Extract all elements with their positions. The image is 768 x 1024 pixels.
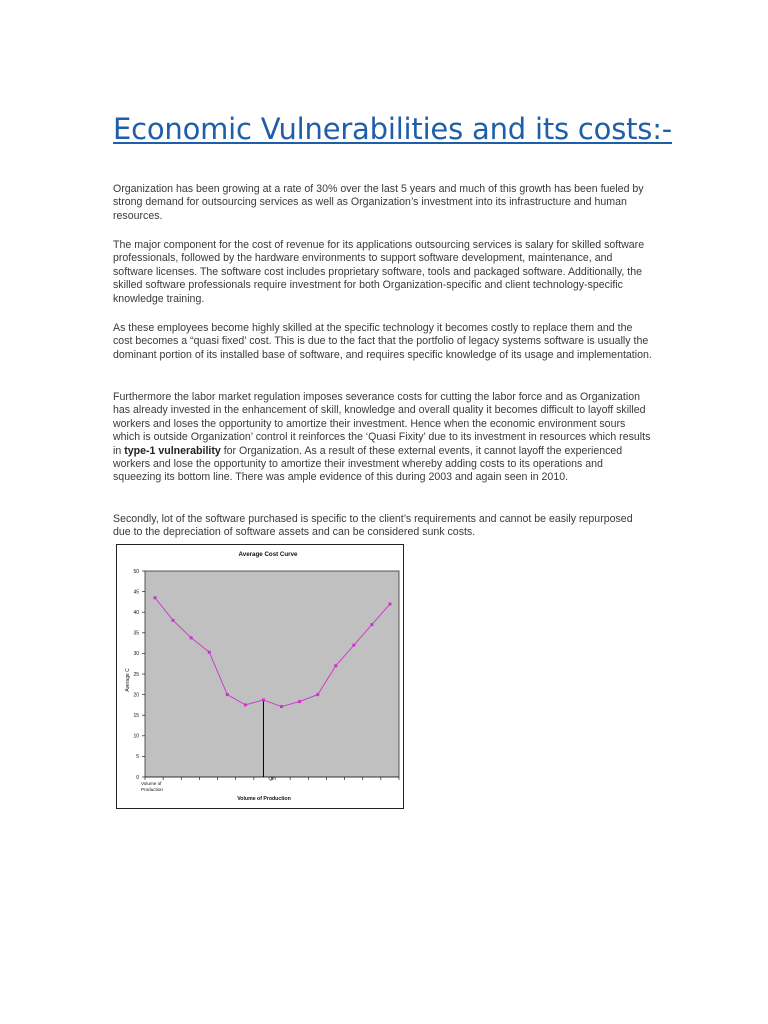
y-tick-label: 45	[133, 589, 139, 596]
data-point	[190, 636, 193, 639]
type1-vulnerability-term: type-1 vulnerability	[124, 444, 221, 457]
data-point	[316, 693, 319, 696]
y-tick-label: 15	[133, 713, 139, 719]
data-point	[244, 703, 247, 706]
data-point	[352, 644, 355, 647]
average-cost-chart	[116, 544, 404, 809]
y-tick-label: 50	[133, 568, 139, 575]
paragraph-cost-components: The major component for the cost of revenue for its applications outsourcing services is salary for skilled software professionals, followed by the hardware environments to support software development, maintenance, and software licenses. The software cost includes proprietary software, tools and packaged software. Additionally, the skilled software professionals require investment for both Organization-specific and client technology-specific knowledge training.	[113, 239, 645, 305]
document-title: Economic Vulnerabilities and its costs:-	[113, 112, 673, 146]
data-point	[154, 596, 157, 599]
paragraph-growth: Organization has been growing at a rate of 30% over the last 5 years and much of this growth has been fueled by strong demand for outsourcing services as well as Organization’s investment into its infrastructure and human resources.	[113, 183, 644, 222]
y-tick-label: 0	[136, 774, 139, 781]
paragraph-sunk-costs: Secondly, lot of the software purchased is specific to the client’s requirements and cannot be easily repurposed due to the depreciation of software assets and can be considered sunk costs.	[113, 513, 633, 539]
x-tick-label-start-line2: Production	[141, 787, 163, 792]
x-tick-label-start: Volume of	[141, 781, 162, 786]
data-point	[262, 698, 265, 701]
x-axis-label: Volume of Production	[237, 796, 291, 802]
y-tick-label: 5	[136, 754, 139, 761]
data-point	[298, 700, 301, 703]
data-point	[389, 602, 392, 605]
x-tick-label-qm: Qm	[268, 776, 276, 781]
data-point	[370, 623, 373, 626]
data-point	[334, 664, 337, 667]
paragraph-labor-regulation	[113, 391, 653, 485]
data-point	[226, 693, 229, 696]
y-tick-label: 40	[133, 610, 139, 616]
paragraph-text-after: for Organization. As a result of these external events, it cannot layoff the experienced workers and lose the opportunity to amortize their investment whereby adding costs to its operations and squeezing its bottom line. There was ample evidence of this during 2003 and again seen in 2010.	[113, 444, 623, 484]
data-point	[280, 705, 283, 708]
y-tick-label: 30	[133, 651, 139, 658]
paragraph-text-before: Furthermore the labor market regulation imposes severance costs for cutting the labor force and as Organization has already invested in the enhancement of skill, knowledge and overall quality it becomes difficult to layoff skilled workers and loses the opportunity to amortize their investment. Hence when the economic environment sours which is outside Organization’ control it reinforces the ‘Quasi Fixity’ due to its investment in resources which results in	[113, 391, 651, 457]
data-point	[208, 651, 211, 654]
y-tick-label: 35	[133, 630, 139, 637]
y-axis-label: Average C	[125, 668, 131, 692]
data-point	[172, 619, 175, 622]
plot-area	[145, 571, 399, 777]
paragraph-quasi-fixed: As these employees become highly skilled at the specific technology it becomes costly to replace them and the cost becomes a “quasi fixed’ cost. This is due to the fact that the portfolio of legacy systems software is usually the dominant portion of its installed base of software, and requires specific knowledge of its usage and implementation.	[113, 322, 652, 361]
y-tick-label: 25	[133, 671, 139, 678]
y-tick-label: 20	[133, 692, 139, 699]
y-tick-label: 10	[133, 733, 139, 740]
chart-canvas	[117, 545, 403, 808]
chart-title: Average Cost Curve	[238, 551, 298, 558]
